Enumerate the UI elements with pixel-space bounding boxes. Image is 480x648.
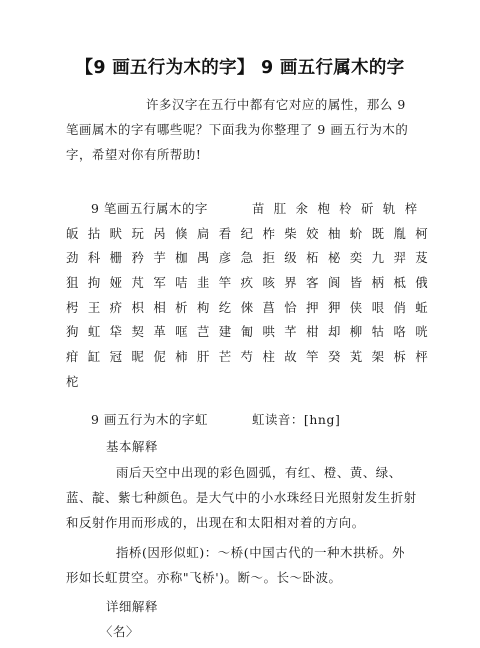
hong-reading: 虹读音：[hng]	[251, 412, 341, 427]
character-list-chars: 狙 拘 娅 芃 军 咭 韭 竿 疚 咳 界 客 阆 皆 柄 柢 俄	[66, 275, 429, 291]
hong-heading-line	[91, 410, 340, 428]
character-list-lead: 9 笔画五行属木的字	[91, 201, 208, 216]
character-list-row	[66, 296, 429, 321]
hong-heading: 9 画五行为木的字虹	[91, 412, 208, 427]
character-list-chars: 劲 科 栅 矜 芋 枷 禺 彦 急 拒 级 柘 柲 奕 九 羿 芨	[66, 250, 429, 266]
character-list-chars: 柁	[66, 373, 79, 389]
character-list-chars: 疳 缸 冠 昵 伲 柿 肝 芒 芍 柱 故 竿 癸 芄 架 柝 枰	[66, 349, 429, 365]
character-list-chars: 皈 拈 畎 玩 呙 倏 扃 看 纪 柞 柴 姣 柚 蚧 既 胤 柯	[66, 225, 429, 241]
character-list-row	[66, 246, 429, 271]
detailed-explanation-label: 详细解释	[106, 599, 158, 614]
part-of-speech-noun: 〈名〉	[100, 624, 139, 639]
character-list-chars: 苗 肛 氽 枹 柃 斫 轨 梓	[251, 201, 418, 216]
character-list-row	[66, 271, 429, 296]
character-list-row	[66, 197, 426, 222]
basic-explanation-text-2: 指桥(因形似虹)：～桥(中国古代的一种木拱桥。外形如长虹贯空。亦称"飞桥')。断～。长～卧波。	[66, 545, 406, 585]
character-list-row	[66, 370, 426, 395]
character-list-row	[66, 222, 429, 247]
character-list-row	[66, 345, 429, 370]
intro-paragraph: 许多汉字在五行中都有它对应的属性，那么 9 笔画属木的字有哪些呢？下面我为你整理了 9 画五行为木的字，希望对你有所帮助!	[66, 97, 409, 162]
basic-explanation-text-1: 雨后天空中出现的彩色圆弧，有红、橙、黄、绿、蓝、靛、紫七种颜色。是大气中的小水珠经日光照射发生折射和反射作用而形成的，出现在和太阳相对着的方向。	[66, 465, 417, 530]
character-list-chars: 狗 虹 牮 契 革 哐 芑 建 匍 哄 芊 柑 却 柳 牯 咯 咣	[66, 324, 429, 340]
character-list-chars: 枵 王 疥 枳 相 析 枸 纥 倈 菖 恰 押 狎 侠 哏 俏 蚯	[66, 299, 429, 315]
page-title: 【9 画五行为木的字】 9 画五行属木的字	[75, 58, 405, 78]
character-list-row	[66, 320, 429, 345]
character-list	[66, 197, 429, 395]
basic-explanation-label: 基本解释	[106, 439, 158, 454]
